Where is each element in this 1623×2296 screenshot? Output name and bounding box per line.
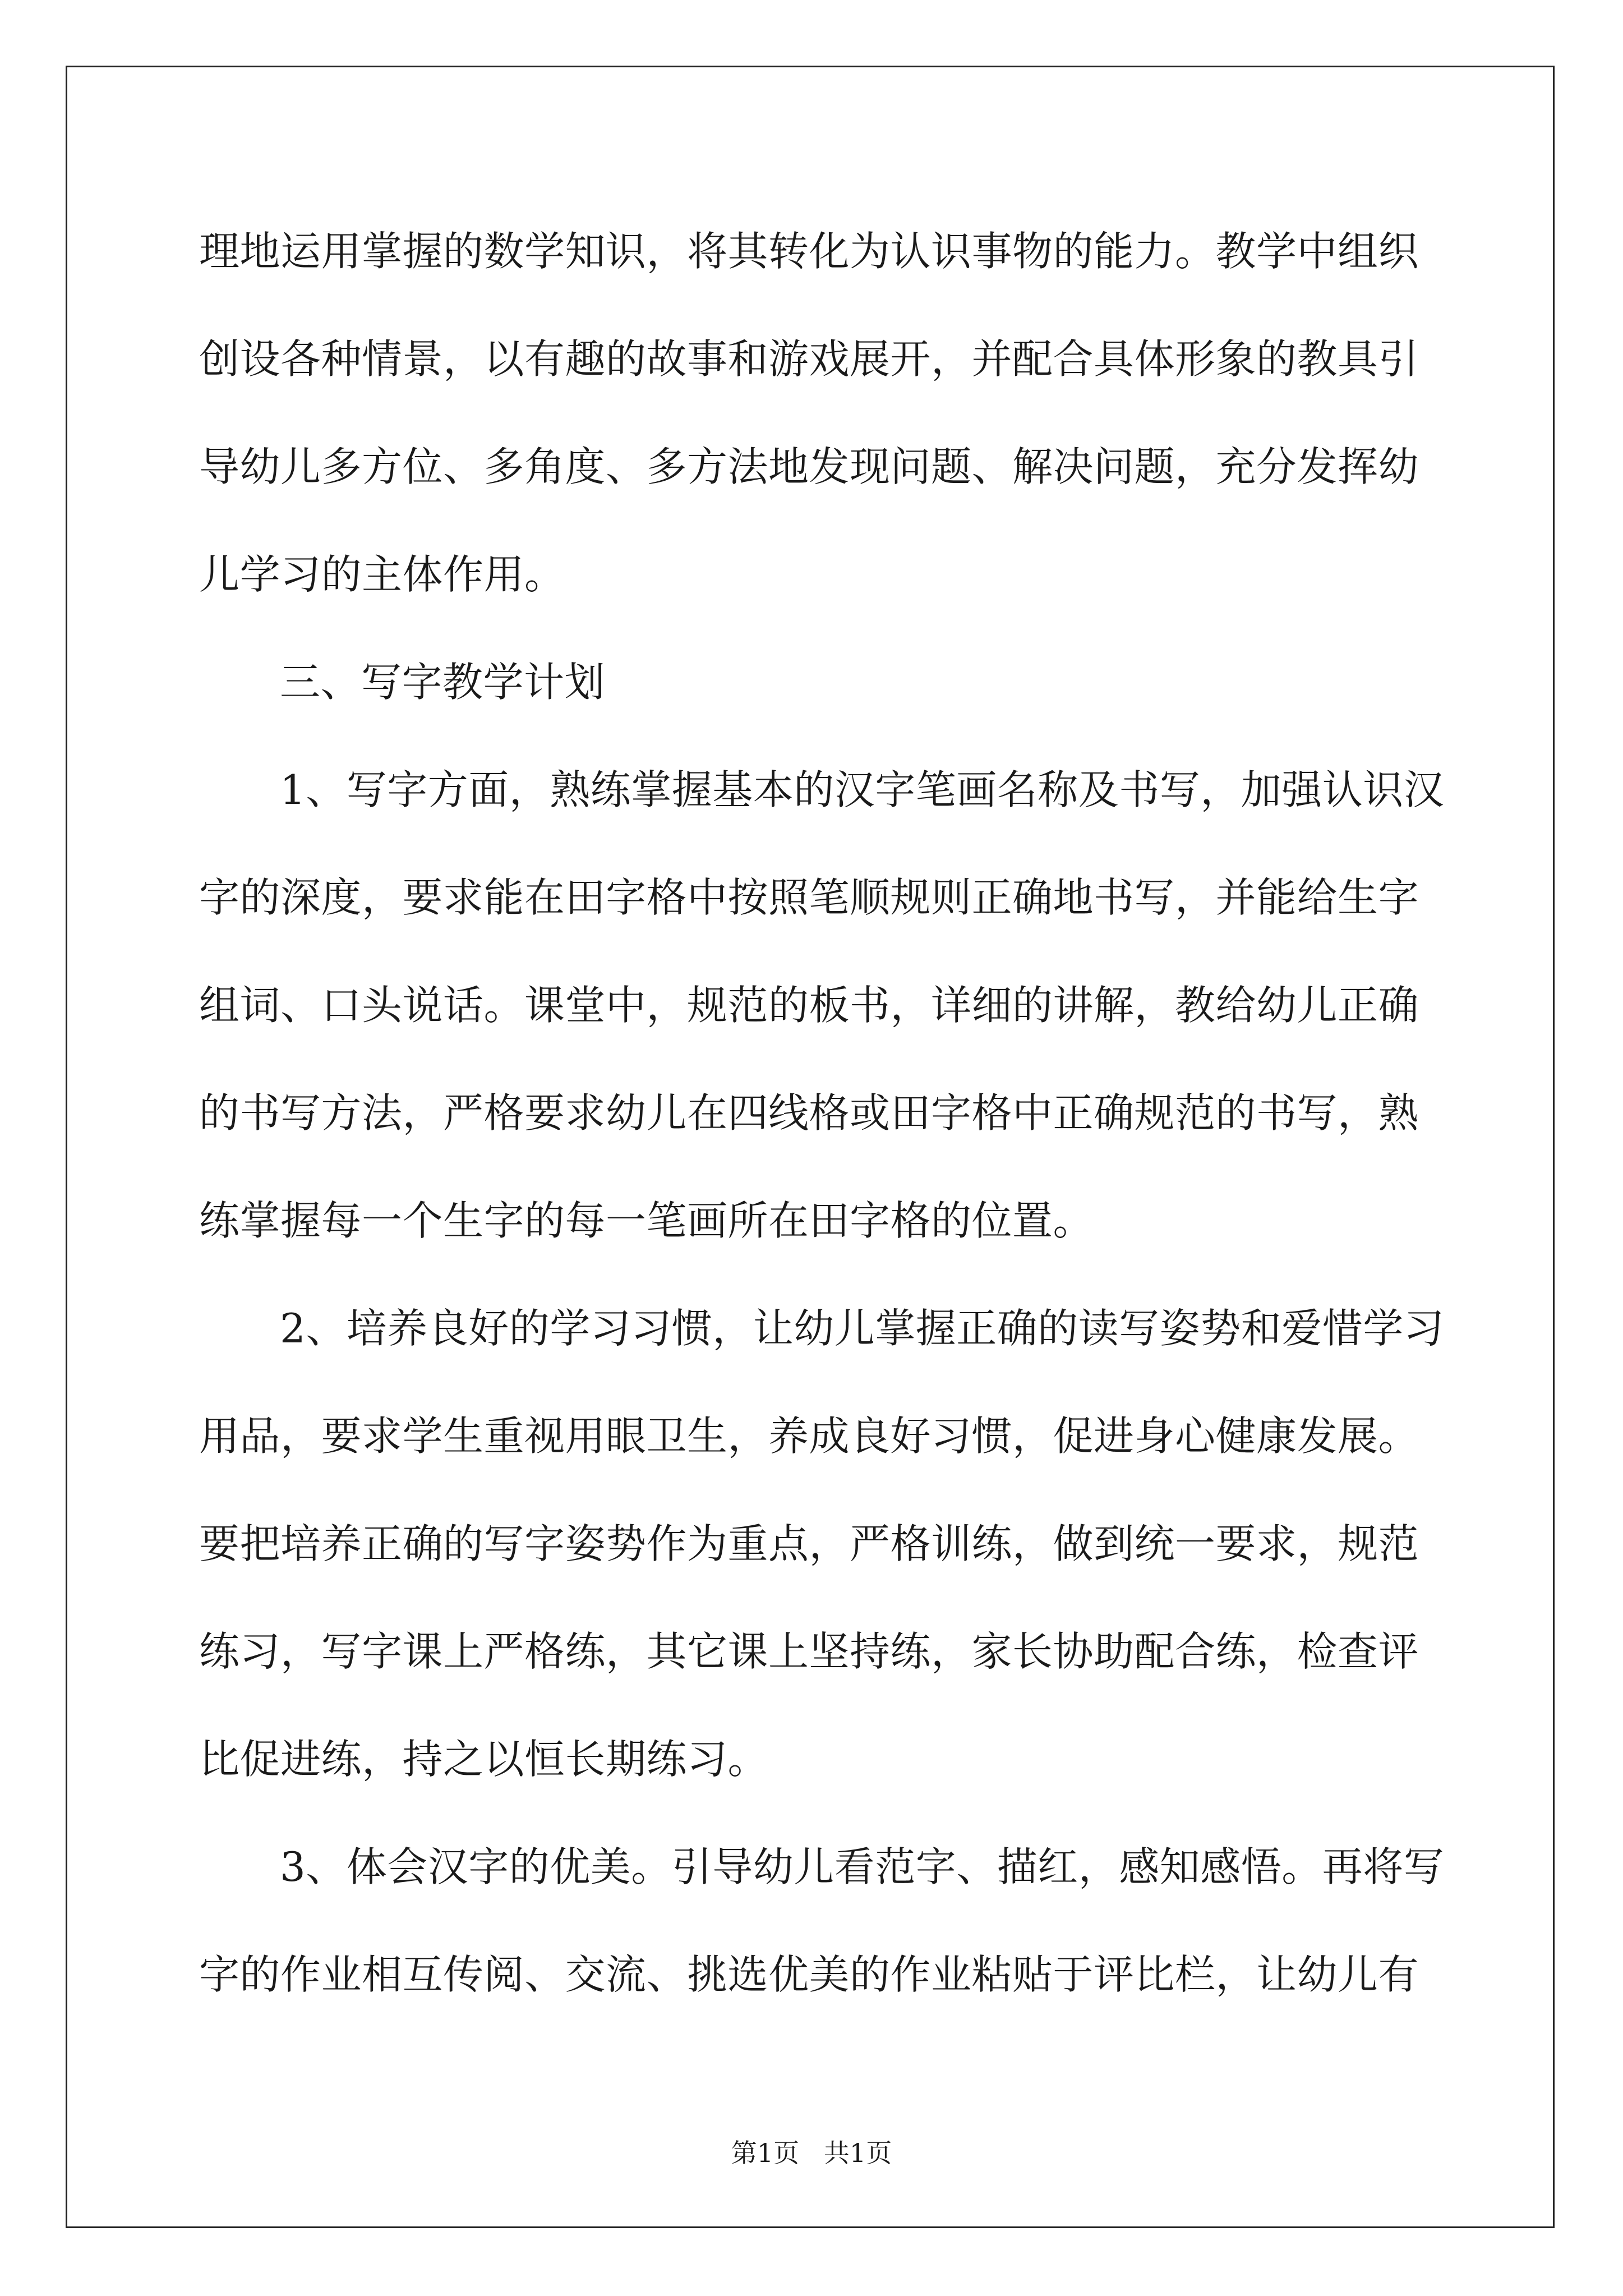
body-line: 3、体会汉字的优美。引导幼儿看范字、描红，感知感悟。再将写 bbox=[280, 1843, 1445, 1890]
body-line: 2、培养良好的学习习惯，让幼儿掌握正确的读写姿势和爱惜学习 bbox=[280, 1305, 1445, 1352]
body-line: 组词、口头说话。课堂中，规范的板书，详细的讲解，教给幼儿正确 bbox=[199, 982, 1419, 1029]
body-line: 要把培养正确的写字姿势作为重点，严格训练，做到统一要求，规范 bbox=[199, 1520, 1419, 1567]
body-line: 练掌握每一个生字的每一笔画所在田字格的位置。 bbox=[199, 1197, 1094, 1244]
body-line: 导幼儿多方位、多角度、多方法地发现问题、解决问题，充分发挥幼 bbox=[199, 443, 1419, 490]
body-line: 儿学习的主体作用。 bbox=[199, 551, 565, 598]
body-line: 1、写字方面，熟练掌握基本的汉字笔画名称及书写，加强认识汉 bbox=[280, 766, 1445, 813]
body-line: 理地运用掌握的数学知识，将其转化为认识事物的能力。教学中组织 bbox=[199, 228, 1419, 275]
body-line: 的书写方法，严格要求幼儿在四线格或田字格中正确规范的书写，熟 bbox=[199, 1089, 1419, 1137]
body-line: 比促进练，持之以恒长期练习。 bbox=[199, 1736, 769, 1783]
body-line: 练习，写字课上严格练，其它课上坚持练，家长协助配合练，检查评 bbox=[199, 1628, 1419, 1675]
document-body bbox=[199, 197, 1445, 2028]
body-line: 字的作业相互传阅、交流、挑选优美的作业粘贴于评比栏，让幼儿有 bbox=[199, 1951, 1419, 1998]
body-line: 字的深度，要求能在田字格中按照笔顺规则正确地书写，并能给生字 bbox=[199, 874, 1419, 921]
body-line: 用品，要求学生重视用眼卫生，养成良好习惯，促进身心健康发展。 bbox=[199, 1412, 1419, 1460]
section-heading: 三、写字教学计划 bbox=[280, 659, 606, 706]
body-line: 创设各种情景，以有趣的故事和游戏展开，并配合具体形象的教具引 bbox=[199, 335, 1419, 383]
page-number-footer: 第1页 共1页 bbox=[731, 2138, 892, 2168]
